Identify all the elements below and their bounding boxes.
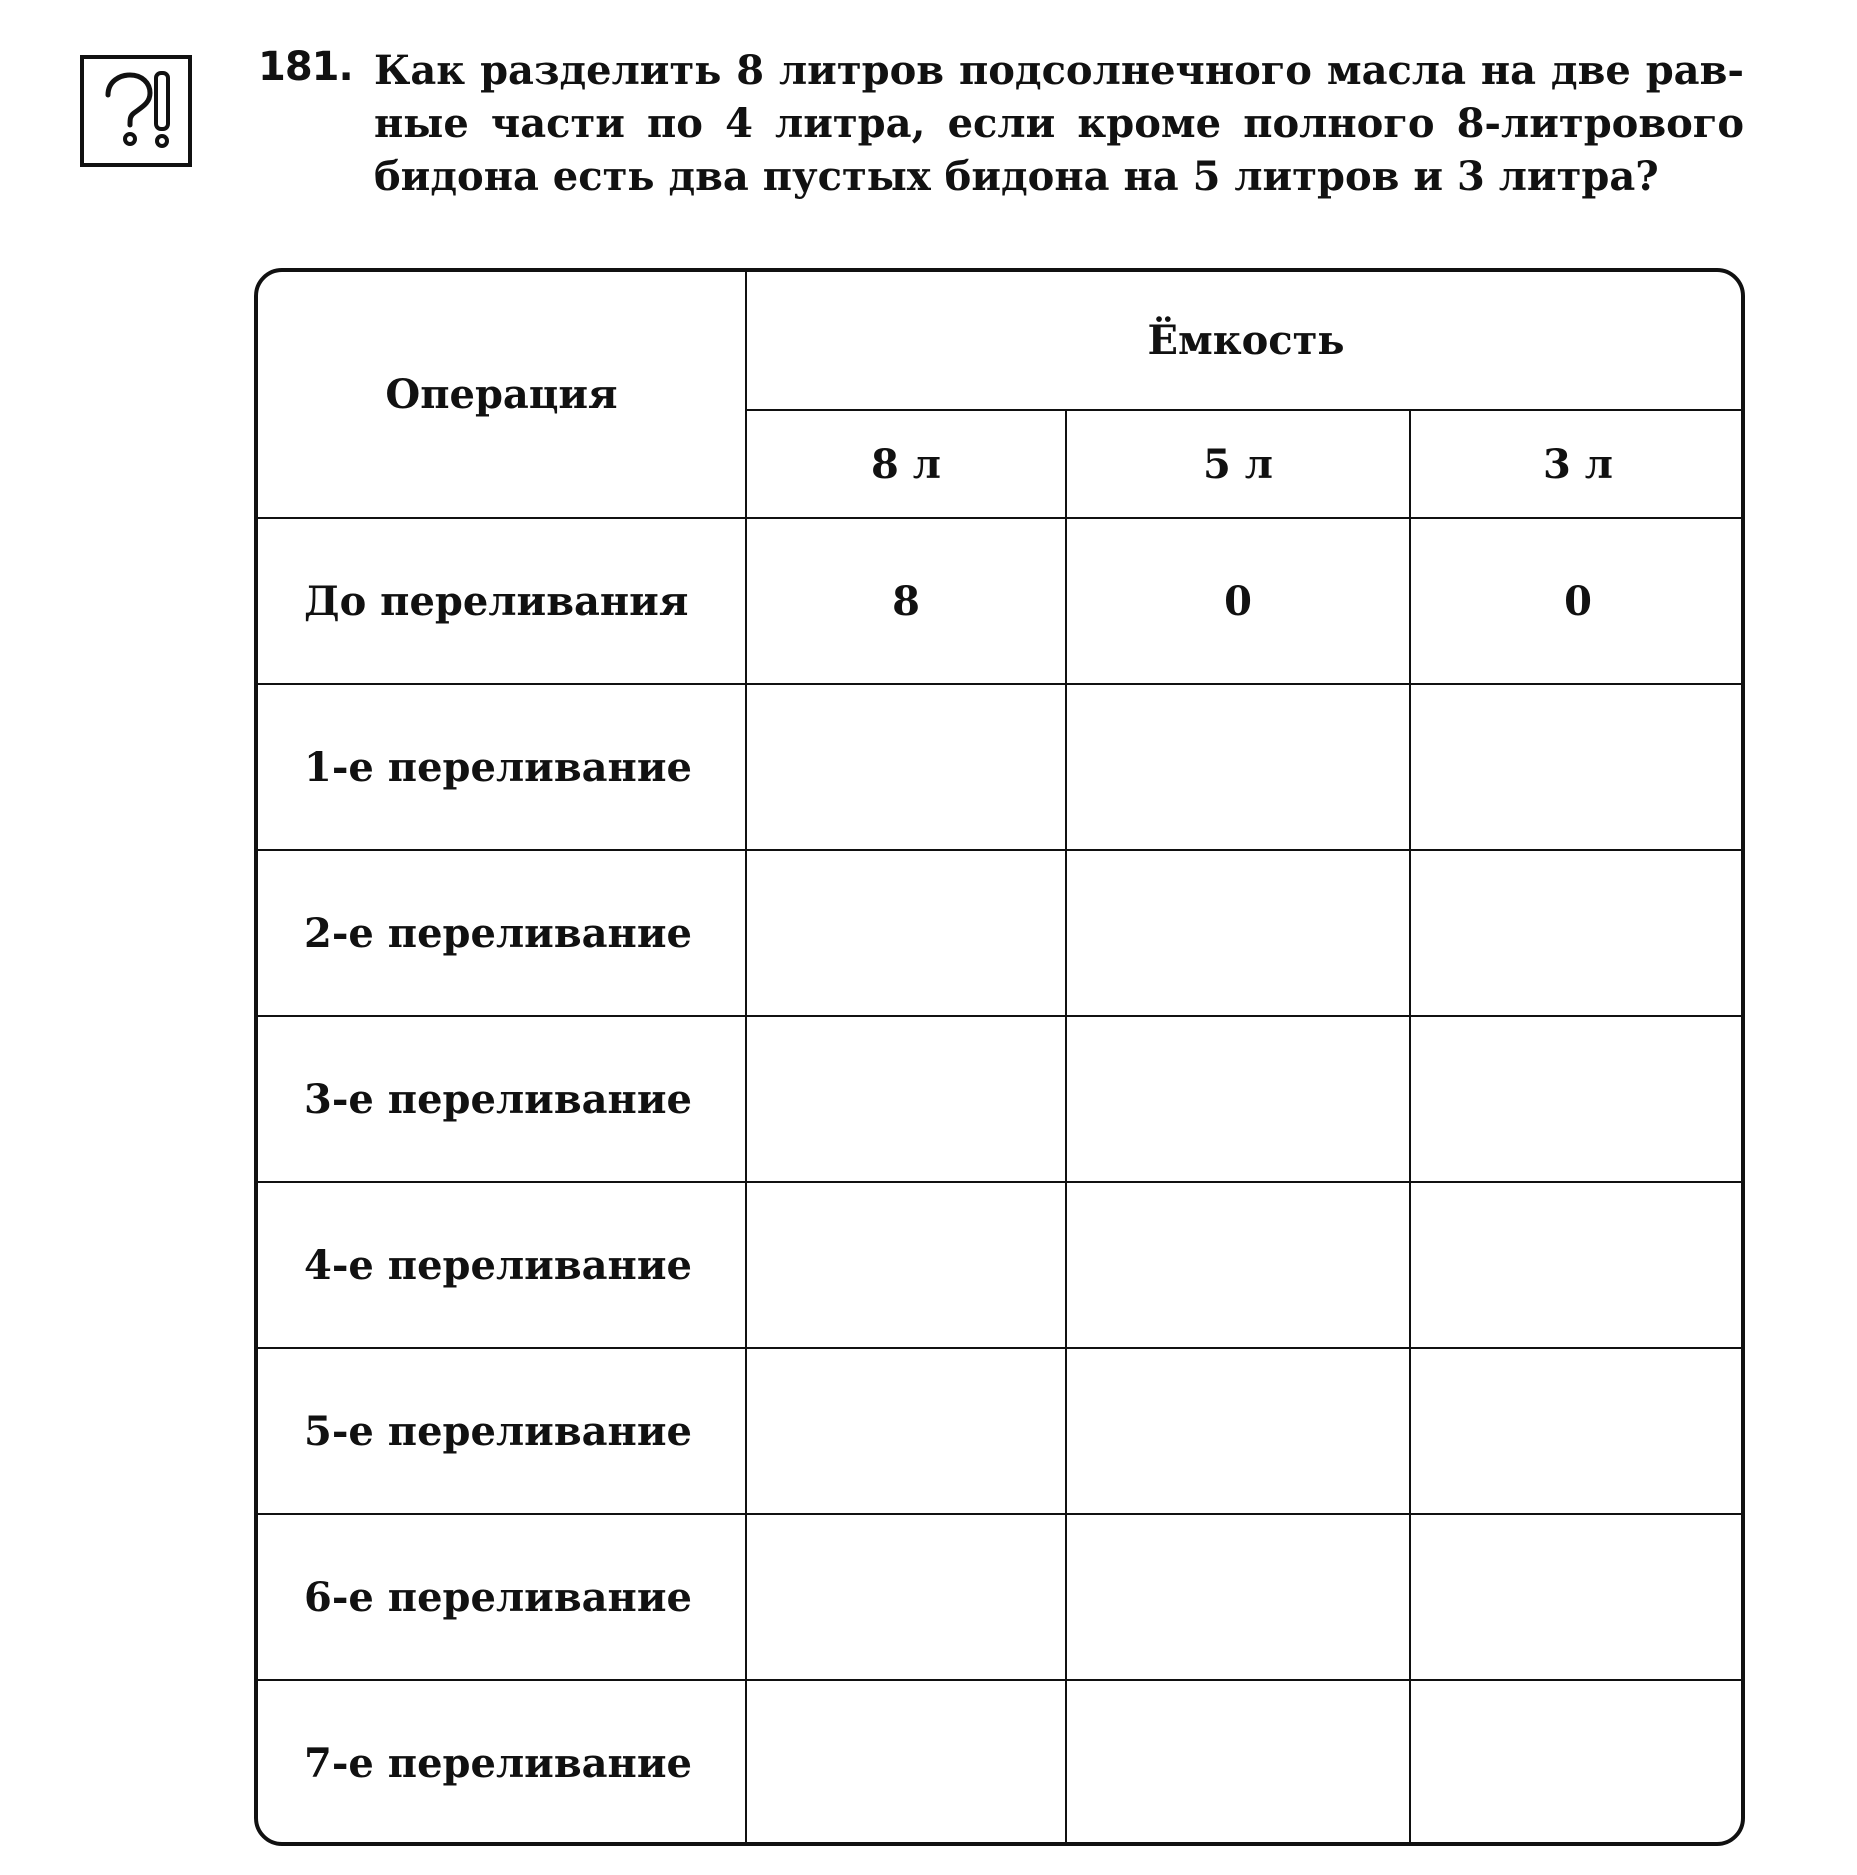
cell-8l[interactable] — [746, 1182, 1066, 1348]
cell-8l[interactable] — [746, 1680, 1066, 1846]
cell-3l[interactable] — [1410, 1514, 1745, 1680]
row-label: 2-е переливание — [258, 850, 746, 1016]
table-row — [258, 1514, 1745, 1680]
column-header-3l: 3 л — [1410, 410, 1745, 518]
cell-8l[interactable] — [746, 1016, 1066, 1182]
task-text-line: бидона есть два пустых бидона на 5 литров и 3 литра? — [374, 153, 1659, 200]
pouring-table — [254, 268, 1745, 1846]
cell-3l[interactable] — [1410, 1348, 1745, 1514]
table-row — [258, 1348, 1745, 1514]
question-exclamation-icon — [80, 55, 192, 167]
cell-5l[interactable] — [1066, 1680, 1410, 1846]
row-label: 1-е переливание — [258, 684, 746, 850]
cell-8l[interactable] — [746, 850, 1066, 1016]
cell-5l[interactable] — [1066, 1514, 1410, 1680]
cell-3l[interactable] — [1410, 1182, 1745, 1348]
cell-8l: 8 — [746, 518, 1066, 684]
row-label: 7-е переливание — [258, 1680, 746, 1846]
task-text — [374, 44, 1744, 203]
cell-5l[interactable] — [1066, 684, 1410, 850]
row-label: 3-е переливание — [258, 1016, 746, 1182]
cell-5l[interactable] — [1066, 850, 1410, 1016]
row-label: 4-е переливание — [258, 1182, 746, 1348]
pouring-grid — [258, 272, 1745, 1846]
table-row — [258, 850, 1745, 1016]
table-row — [258, 1182, 1745, 1348]
row-label: До переливания — [258, 518, 746, 684]
task-text-line: ные части по 4 литра, если кроме полного 8-литрового — [374, 100, 1744, 147]
table-row — [258, 518, 1745, 684]
cell-5l[interactable] — [1066, 1016, 1410, 1182]
cell-8l[interactable] — [746, 1348, 1066, 1514]
table-row — [258, 1680, 1745, 1846]
capacity-header: Ёмкость — [746, 272, 1745, 410]
row-label: 5-е переливание — [258, 1348, 746, 1514]
cell-5l[interactable] — [1066, 1182, 1410, 1348]
task-number: 181. — [258, 44, 353, 90]
column-header-5l: 5 л — [1066, 410, 1410, 518]
cell-8l[interactable] — [746, 684, 1066, 850]
cell-8l[interactable] — [746, 1514, 1066, 1680]
table-row — [258, 1016, 1745, 1182]
column-header-8l: 8 л — [746, 410, 1066, 518]
task-text-line: Как разделить 8 литров подсолнечного масла на две рав- — [374, 47, 1744, 94]
cell-3l[interactable] — [1410, 1680, 1745, 1846]
operation-header: Операция — [258, 272, 746, 518]
cell-3l[interactable] — [1410, 684, 1745, 850]
cell-5l[interactable] — [1066, 1348, 1410, 1514]
cell-5l: 0 — [1066, 518, 1410, 684]
row-label: 6-е переливание — [258, 1514, 746, 1680]
cell-3l[interactable] — [1410, 850, 1745, 1016]
cell-3l: 0 — [1410, 518, 1745, 684]
cell-3l[interactable] — [1410, 1016, 1745, 1182]
table-row — [258, 684, 1745, 850]
